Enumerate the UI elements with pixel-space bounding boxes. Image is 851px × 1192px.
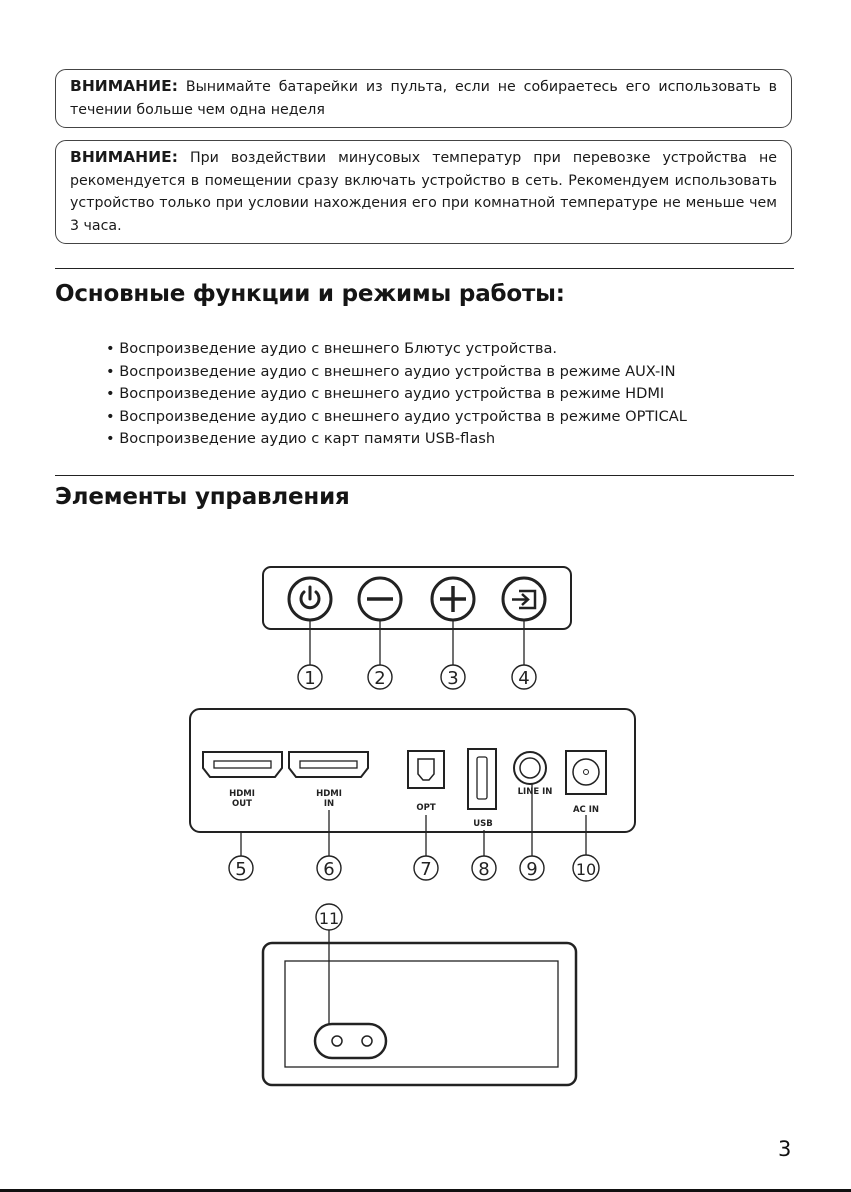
power-inlet-icon	[315, 1024, 386, 1058]
callout-number: 6	[323, 859, 335, 880]
page-number: 3	[778, 1137, 792, 1161]
list-item: • Воспроизведение аудио с внешнего аудио устройства в режиме OPTICAL	[106, 406, 687, 429]
port-label: HDMI	[229, 789, 255, 799]
list-item: • Воспроизведение аудио с карт памяти USB-flash	[106, 428, 687, 451]
warning-text: При воздействии минусовых температур при перевозке устройства не рекомендуется в помещении сразу включать устройство в сеть. Рекомендуем использовать устройство только при условии нахождения его при комнатной температуре не меньше чем 3 часа.	[70, 150, 777, 234]
port-label: LINE IN	[517, 787, 553, 797]
callout-10	[573, 855, 599, 881]
port-label: OPT	[416, 803, 436, 813]
port-label: IN	[323, 799, 335, 809]
volume-up-button	[432, 578, 474, 620]
section-title-controls: Элементы управления	[55, 484, 350, 510]
port-label: OUT	[232, 799, 252, 809]
callout-3	[441, 665, 465, 689]
volume-down-button	[359, 578, 401, 620]
port-label: AC IN	[572, 805, 600, 815]
warning-text: Вынимайте батарейки из пульта, если не собираетесь его использовать в течении больше чем одна неделя	[70, 79, 777, 118]
power-button	[289, 578, 331, 620]
callout-number: 11	[318, 909, 340, 928]
warning-label: ВНИМАНИЕ:	[70, 77, 178, 95]
callout-number: 5	[235, 859, 247, 880]
callout-number: 4	[518, 668, 530, 689]
warning-label: ВНИМАНИЕ:	[70, 148, 178, 166]
source-button	[503, 578, 545, 620]
port-label: USB	[473, 819, 493, 829]
callout-1	[298, 665, 322, 689]
callout-8	[472, 856, 496, 880]
callout-4	[512, 665, 536, 689]
callout-5	[229, 856, 253, 880]
callout-number: 9	[526, 859, 538, 880]
list-item: • Воспроизведение аудио с внешнего аудио устройства в режиме AUX-IN	[106, 361, 687, 384]
callout-number: 10	[575, 860, 597, 879]
callout-number: 7	[420, 859, 432, 880]
callout-number: 8	[478, 859, 490, 880]
list-item: • Воспроизведение аудио с внешнего Блютус устройства.	[106, 338, 687, 361]
callout-6	[317, 856, 341, 880]
callout-9	[520, 856, 544, 880]
callout-11	[316, 904, 342, 930]
callout-number: 2	[374, 668, 386, 689]
callout-7	[414, 856, 438, 880]
callout-number: 3	[447, 668, 459, 689]
port-label: HDMI	[316, 789, 342, 799]
callout-2	[368, 665, 392, 689]
list-item: • Воспроизведение аудио с внешнего аудио устройства в режиме HDMI	[106, 383, 687, 406]
callout-number: 1	[304, 668, 316, 689]
section-title-functions: Основные функции и режимы работы:	[55, 281, 565, 307]
